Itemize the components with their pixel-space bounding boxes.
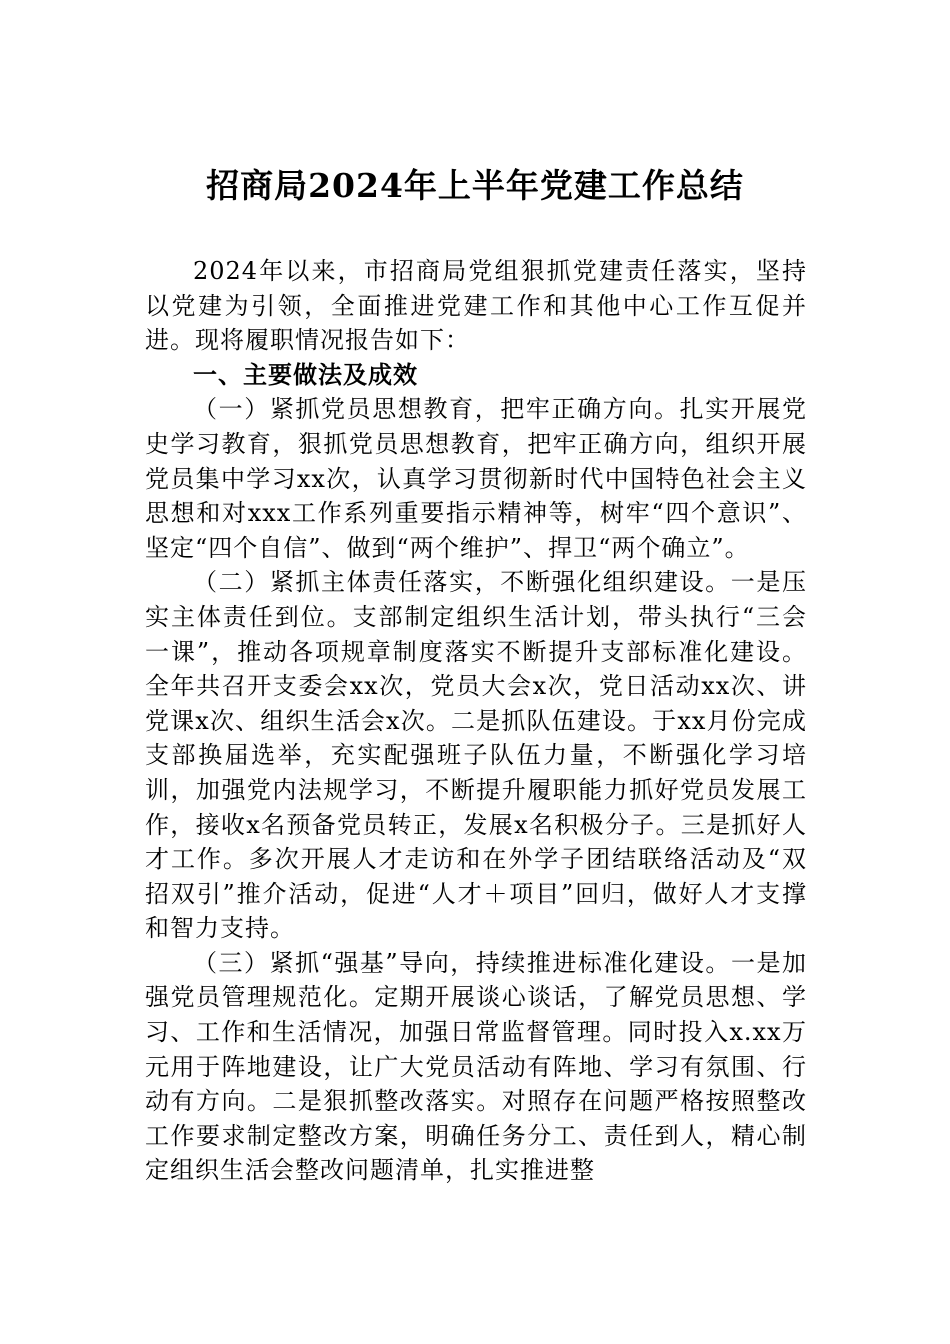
paragraph-3: （三）紧抓“强基”导向，持续推进标准化建设。一是加强党员管理规范化。定期开展谈心谈话，了解党员思想、学习、工作和生活情况，加强日常监督管理。同时投入x.xx万元用于阵地建设，让广大党员活动有阵地、学习有氛围、行动有方向。二是狠抓整改落实。对照存在问题严格按照整改工作要求制定整改方案，明确任务分工、责任到人，精心制定组织生活会整改问题清单，扎实推进整	[145, 948, 807, 1185]
paragraph-1: （一）紧抓党员思想教育，把牢正确方向。扎实开展党史学习教育，狠抓党员思想教育，把牢正确方向，组织开展党员集中学习xx次，认真学习贯彻新时代中国特色社会主义思想和对xxx工作系列重要指示精神等，树牢“四个意识”、坚定“四个自信”、做到“两个维护”、捍卫“两个确立”。	[145, 395, 807, 562]
paragraph-2: （二）紧抓主体责任落实，不断强化组织建设。一是压实主体责任到位。支部制定组织生活计划，带头执行“三会一课”，推动各项规章制度落实不断提升支部标准化建设。全年共召开支委会xx次，党员大会x次，党日活动xx次、讲党课x次、组织生活会x次。二是抓队伍建设。于xx月份完成支部换届选举，充实配强班子队伍力量，不断强化学习培训，加强党内法规学习，不断提升履职能力抓好党员发展工作，接收x名预备党员转正，发展x名积极分子。三是抓好人才工作。多次开展人才走访和在外学子团结联络活动及“双招双引”推介活动，促进“人才＋项目”回归，做好人才支撑和智力支持。	[145, 568, 807, 943]
document-body	[145, 254, 807, 1188]
section-heading: 一、主要做法及成效	[193, 360, 418, 389]
document-title: 招商局2024年上半年党建工作总结	[206, 166, 744, 205]
intro-paragraph: 2024年以来，市招商局党组狠抓党建责任落实，坚持以党建为引领，全面推进党建工作和其他中心工作互促并进。现将履职情况报告如下：	[145, 257, 807, 355]
